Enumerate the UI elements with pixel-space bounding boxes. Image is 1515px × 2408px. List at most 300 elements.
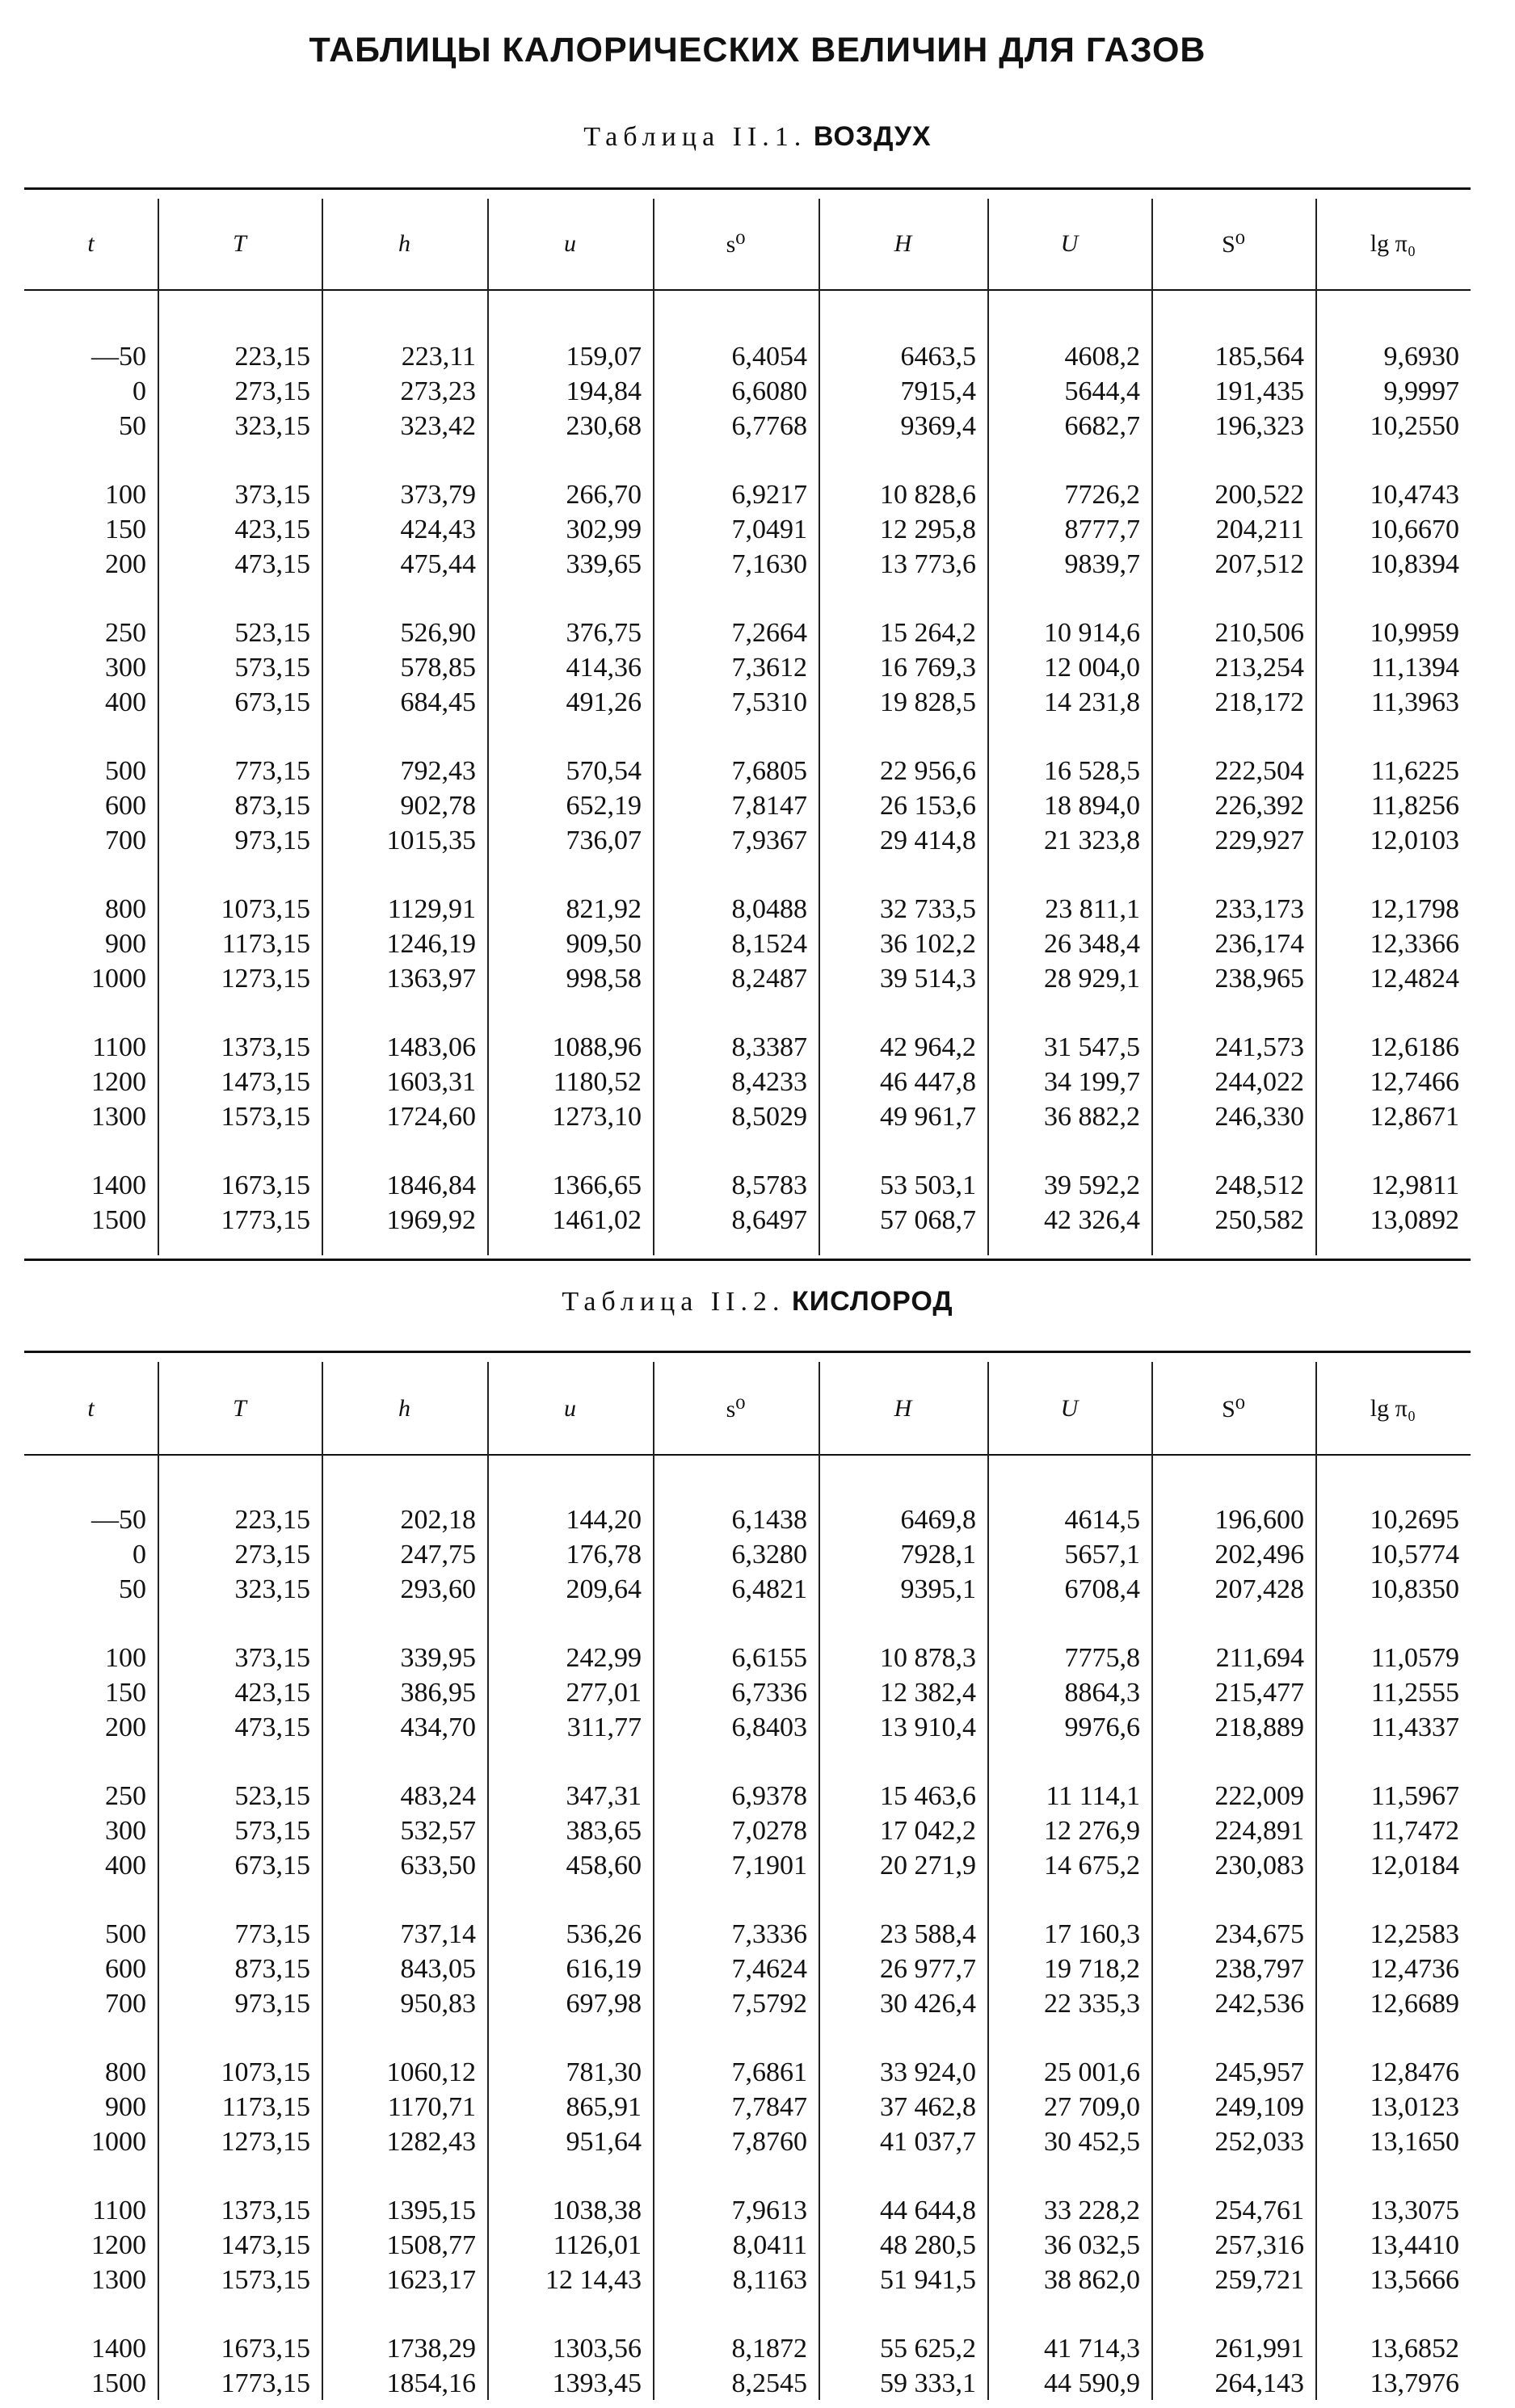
- table-cell: 8,2545: [731, 2368, 807, 2398]
- table-caption: [0, 121, 1515, 153]
- table-cell: 673,15: [234, 687, 310, 717]
- table-cell: 347,31: [566, 1781, 642, 1811]
- table-cell: 1738,29: [386, 2334, 476, 2364]
- table-cell: 21 323,8: [1044, 826, 1140, 855]
- table-cell: 1673,15: [221, 2334, 310, 2364]
- table-cell: 1200: [91, 1067, 146, 1097]
- table-cell: 273,15: [234, 1540, 310, 1570]
- table-cell: 41 037,7: [880, 2127, 976, 2157]
- table-cell: 230,083: [1214, 1851, 1304, 1881]
- table-cell: 11,5967: [1370, 1781, 1459, 1811]
- table-cell: 458,60: [566, 1851, 642, 1881]
- table-cell: 7,4624: [731, 1954, 807, 1984]
- table-cell: 373,79: [400, 480, 476, 510]
- table-cell: 0: [133, 1540, 146, 1570]
- table-cell: 100: [105, 480, 146, 510]
- table-cell: 1173,15: [221, 929, 310, 959]
- table-cell: 209,64: [566, 1574, 642, 1604]
- table-cell: 8,1524: [731, 929, 807, 959]
- table-cell: 13,5666: [1370, 2265, 1459, 2295]
- table-row: [0, 339, 1515, 374]
- table-cell: 150: [105, 1678, 146, 1708]
- table-row: [0, 2193, 1515, 2228]
- table-cell: 19 718,2: [1044, 1954, 1140, 1984]
- table-cell: 737,14: [400, 1919, 476, 1949]
- table-cell: 191,435: [1214, 376, 1304, 406]
- table-cell: 1773,15: [221, 2368, 310, 2398]
- column-header: u: [564, 230, 576, 257]
- table-cell: 1854,16: [386, 2368, 476, 2398]
- table-cell: 6,6080: [731, 376, 807, 406]
- table-cell: 500: [105, 756, 146, 786]
- table-cell: 900: [105, 2092, 146, 2122]
- table-cell: 236,174: [1214, 929, 1304, 959]
- table-cell: 6,1438: [731, 1505, 807, 1535]
- table-cell: —50: [91, 1505, 146, 1535]
- table-cell: 600: [105, 1954, 146, 1984]
- table-cell: 37 462,8: [880, 2092, 976, 2122]
- table-cell: 11,6225: [1370, 756, 1459, 786]
- table-row: [0, 1065, 1515, 1099]
- table-cell: 7,2664: [731, 618, 807, 648]
- table-cell: 10 914,6: [1044, 618, 1140, 648]
- table-cell: 9839,7: [1064, 549, 1140, 579]
- column-header: t: [87, 1395, 95, 1422]
- column-header: lg π₀: [1370, 230, 1416, 257]
- table-cell: 224,891: [1214, 1816, 1304, 1846]
- table-cell: 7775,8: [1064, 1643, 1140, 1673]
- table-cell: 1400: [91, 1170, 146, 1200]
- table-cell: 238,797: [1214, 1954, 1304, 1984]
- table-cell: 12,4824: [1370, 964, 1459, 994]
- table-cell: 302,99: [566, 515, 642, 544]
- table-cell: 213,254: [1214, 653, 1304, 683]
- table-row: [0, 2055, 1515, 2090]
- table-cell: 523,15: [234, 1781, 310, 1811]
- table-cell: 11,7472: [1370, 1816, 1459, 1846]
- table-cell: 532,57: [400, 1816, 476, 1846]
- table-cell: 26 348,4: [1044, 929, 1140, 959]
- table-cell: 277,01: [566, 1678, 642, 1708]
- table-cell: 1038,38: [552, 2196, 642, 2225]
- column-header: H: [894, 1395, 912, 1422]
- table-row: [0, 512, 1515, 547]
- table-top-rule: [24, 1351, 1471, 1353]
- table-cell: 200: [105, 1712, 146, 1742]
- table-cell: 57 068,7: [880, 1205, 976, 1235]
- table-cell: 423,15: [234, 515, 310, 544]
- table-row: [0, 892, 1515, 927]
- table-cell: 311,77: [566, 1712, 642, 1742]
- table-cell: 950,83: [400, 1989, 476, 2019]
- table-bottom-rule: [24, 1259, 1471, 1261]
- table-cell: 7,6861: [731, 2057, 807, 2087]
- table-cell: 1473,15: [221, 1067, 310, 1097]
- table-cell: 1363,97: [386, 964, 476, 994]
- table-cell: 12,1798: [1370, 894, 1459, 924]
- table-cell: 42 326,4: [1044, 1205, 1140, 1235]
- table-cell: 15 264,2: [880, 618, 976, 648]
- table-cell: 222,504: [1214, 756, 1304, 786]
- table-row: [0, 685, 1515, 720]
- table-cell: 12,0184: [1370, 1851, 1459, 1881]
- table-cell: 11 114,1: [1046, 1781, 1140, 1811]
- table-cell: 6463,5: [900, 342, 976, 372]
- table-cell: 7,8147: [731, 791, 807, 821]
- table-cell: 1273,15: [221, 964, 310, 994]
- table-row: [0, 1813, 1515, 1848]
- table-row: [0, 2263, 1515, 2297]
- table-cell: 36 882,2: [1044, 1102, 1140, 1132]
- table-cell: 42 964,2: [880, 1032, 976, 1062]
- table-cell: 33 228,2: [1044, 2196, 1140, 2225]
- table-cell: 383,65: [566, 1816, 642, 1846]
- table-cell: 11,8256: [1370, 791, 1459, 821]
- table-cell: 26 153,6: [880, 791, 976, 821]
- table-cell: 11,4337: [1370, 1712, 1459, 1742]
- page-title: ТАБЛИЦЫ КАЛОРИЧЕСКИХ ВЕЛИЧИН ДЛЯ ГАЗОВ: [309, 31, 1206, 69]
- table-caption: [0, 1286, 1515, 1317]
- table-cell: 526,90: [400, 618, 476, 648]
- table-cell: 248,512: [1214, 1170, 1304, 1200]
- table-cell: 7,9613: [731, 2196, 807, 2225]
- table-cell: 1400: [91, 2334, 146, 2364]
- table-cell: 1246,19: [386, 929, 476, 959]
- table-cell: 22 956,6: [880, 756, 976, 786]
- table-cell: 1273,10: [552, 1102, 642, 1132]
- table-cell: 12,8476: [1370, 2057, 1459, 2087]
- table-cell: 909,50: [566, 929, 642, 959]
- table-row: [0, 1502, 1515, 1537]
- table-cell: 400: [105, 687, 146, 717]
- table-cell: 259,721: [1214, 2265, 1304, 2295]
- table-cell: 223,15: [234, 342, 310, 372]
- table-cell: 7,6805: [731, 756, 807, 786]
- table-cell: 19 828,5: [880, 687, 976, 717]
- column-header: H: [894, 230, 912, 257]
- table-cell: 6708,4: [1064, 1574, 1140, 1604]
- table-cell: 12,6186: [1370, 1032, 1459, 1062]
- table-cell: 14 675,2: [1044, 1851, 1140, 1881]
- table-cell: 7,5792: [731, 1989, 807, 2019]
- table-cell: 226,392: [1214, 791, 1304, 821]
- table-caption-label: Таблица II.1.: [583, 122, 807, 152]
- table-cell: 196,323: [1214, 411, 1304, 441]
- table-caption-name: КИСЛОРОД: [791, 1286, 953, 1317]
- table-cell: 500: [105, 1919, 146, 1949]
- table-cell: 7,9367: [731, 826, 807, 855]
- table-cell: 1060,12: [386, 2057, 476, 2087]
- table-cell: 10,8350: [1370, 1574, 1459, 1604]
- table-cell: 176,78: [566, 1540, 642, 1570]
- table-cell: 241,573: [1214, 1032, 1304, 1062]
- table-cell: 8,4233: [731, 1067, 807, 1097]
- table-cell: —50: [91, 342, 146, 372]
- table-cell: 48 280,5: [880, 2230, 976, 2260]
- table-cell: 8,6497: [731, 1205, 807, 1235]
- table-cell: 6,9217: [731, 480, 807, 510]
- table-cell: 261,991: [1214, 2334, 1304, 2364]
- table-cell: 700: [105, 826, 146, 855]
- table-cell: 218,172: [1214, 687, 1304, 717]
- table-cell: 800: [105, 2057, 146, 2087]
- table-cell: 1969,92: [386, 1205, 476, 1235]
- table-caption-name: ВОЗДУХ: [813, 121, 932, 152]
- table-cell: 207,428: [1214, 1574, 1304, 1604]
- table-cell: 159,07: [566, 342, 642, 372]
- table-row: [0, 1779, 1515, 1813]
- table-cell: 27 709,0: [1044, 2092, 1140, 2122]
- table-cell: 100: [105, 1643, 146, 1673]
- table-cell: 202,18: [400, 1505, 476, 1535]
- table-cell: 1073,15: [221, 2057, 310, 2087]
- table-cell: 144,20: [566, 1505, 642, 1535]
- table-row: [0, 1537, 1515, 1572]
- table-cell: 250: [105, 1781, 146, 1811]
- table-cell: 34 199,7: [1044, 1067, 1140, 1097]
- column-header: U: [1060, 230, 1079, 257]
- table-cell: 1300: [91, 2265, 146, 2295]
- table-cell: 23 588,4: [880, 1919, 976, 1949]
- table-cell: 573,15: [234, 653, 310, 683]
- table-cell: 1623,17: [386, 2265, 476, 2295]
- table-cell: 11,3963: [1370, 687, 1459, 717]
- table-cell: 245,957: [1214, 2057, 1304, 2087]
- column-header: S⁰: [1222, 1395, 1245, 1423]
- table-cell: 22 335,3: [1044, 1989, 1140, 2019]
- table-cell: 53 503,1: [880, 1170, 976, 1200]
- table-cell: 11,0579: [1370, 1643, 1459, 1673]
- table-cell: 998,58: [566, 964, 642, 994]
- table-cell: 50: [119, 1574, 146, 1604]
- table-cell: 1373,15: [221, 2196, 310, 2225]
- table-cell: 14 231,8: [1044, 687, 1140, 717]
- table-cell: 12,7466: [1370, 1067, 1459, 1097]
- table-row: [0, 374, 1515, 409]
- table-cell: 570,54: [566, 756, 642, 786]
- table-row: [0, 1641, 1515, 1675]
- table-cell: 873,15: [234, 791, 310, 821]
- table-cell: 185,564: [1214, 342, 1304, 372]
- table-cell: 250: [105, 618, 146, 648]
- table-cell: 573,15: [234, 1816, 310, 1846]
- table-cell: 9395,1: [900, 1574, 976, 1604]
- table-cell: 1473,15: [221, 2230, 310, 2260]
- table-cell: 12 276,9: [1044, 1816, 1140, 1846]
- table-cell: 1300: [91, 1102, 146, 1132]
- table-cell: 483,24: [400, 1781, 476, 1811]
- table-cell: 951,64: [566, 2127, 642, 2157]
- column-header: T: [233, 1395, 246, 1422]
- table-cell: 257,316: [1214, 2230, 1304, 2260]
- table-cell: 1126,01: [553, 2230, 642, 2260]
- table-cell: 246,330: [1214, 1102, 1304, 1132]
- table-cell: 1508,77: [386, 2230, 476, 2260]
- table-cell: 247,75: [400, 1540, 476, 1570]
- table-cell: 13,7976: [1370, 2368, 1459, 2398]
- table-cell: 234,675: [1214, 1919, 1304, 1949]
- table-cell: 25 001,6: [1044, 2057, 1140, 2087]
- column-header: U: [1060, 1395, 1079, 1422]
- table-cell: 1173,15: [221, 2092, 310, 2122]
- table-cell: 5657,1: [1064, 1540, 1140, 1570]
- table-cell: 238,965: [1214, 964, 1304, 994]
- table-cell: 150: [105, 515, 146, 544]
- table-row: [0, 1917, 1515, 1952]
- table-cell: 200,522: [1214, 480, 1304, 510]
- table-cell: 475,44: [400, 549, 476, 579]
- table-cell: 12,0103: [1370, 826, 1459, 855]
- table-cell: 7928,1: [900, 1540, 976, 1570]
- table-cell: 229,927: [1214, 826, 1304, 855]
- table-cell: 211,694: [1215, 1643, 1304, 1673]
- column-header: h: [398, 1395, 410, 1422]
- table-cell: 11,2555: [1370, 1678, 1459, 1708]
- table-row: [0, 1203, 1515, 1238]
- table-cell: 6,4054: [731, 342, 807, 372]
- table-cell: 900: [105, 929, 146, 959]
- table-cell: 244,022: [1214, 1067, 1304, 1097]
- table-row: [0, 650, 1515, 685]
- table-cell: 414,36: [566, 653, 642, 683]
- table-cell: 1500: [91, 2368, 146, 2398]
- table-cell: 1000: [91, 2127, 146, 2157]
- table-cell: 1200: [91, 2230, 146, 2260]
- table-cell: 323,15: [234, 411, 310, 441]
- table-cell: 7,8760: [731, 2127, 807, 2157]
- table-cell: 578,85: [400, 653, 476, 683]
- table-cell: 223,15: [234, 1505, 310, 1535]
- table-cell: 8,5783: [731, 1170, 807, 1200]
- table-cell: 222,009: [1214, 1781, 1304, 1811]
- table-cell: 8,5029: [731, 1102, 807, 1132]
- table-cell: 9976,6: [1064, 1712, 1140, 1742]
- table-row: [0, 2366, 1515, 2401]
- table-cell: 12 004,0: [1044, 653, 1140, 683]
- table-cell: 7,0278: [731, 1816, 807, 1846]
- table-cell: 7726,2: [1064, 480, 1140, 510]
- table-cell: 1100: [92, 2196, 146, 2225]
- table-cell: 36 102,2: [880, 929, 976, 959]
- table-cell: 202,496: [1214, 1540, 1304, 1570]
- table-row: [0, 754, 1515, 788]
- table-top-rule: [24, 187, 1471, 190]
- table-cell: 491,26: [566, 687, 642, 717]
- table-cell: 376,75: [566, 618, 642, 648]
- table-cell: 12,4736: [1370, 1954, 1459, 1984]
- table-cell: 36 032,5: [1044, 2230, 1140, 2260]
- table-cell: 0: [133, 376, 146, 406]
- table-cell: 1180,52: [553, 1067, 642, 1097]
- table-cell: 17 042,2: [880, 1816, 976, 1846]
- table-cell: 7,5310: [731, 687, 807, 717]
- table-cell: 1573,15: [221, 2265, 310, 2295]
- table-cell: 473,15: [234, 1712, 310, 1742]
- table-cell: 600: [105, 791, 146, 821]
- table-cell: 821,92: [566, 894, 642, 924]
- table-cell: 781,30: [566, 2057, 642, 2087]
- table-cell: 10,6670: [1370, 515, 1459, 544]
- table-cell: 13,6852: [1370, 2334, 1459, 2364]
- table-cell: 13,0892: [1370, 1205, 1459, 1235]
- table-cell: 873,15: [234, 1954, 310, 1984]
- table-cell: 1366,65: [552, 1170, 642, 1200]
- table-cell: 10,2695: [1370, 1505, 1459, 1535]
- table-row: [0, 1710, 1515, 1745]
- table-cell: 12,2583: [1370, 1919, 1459, 1949]
- table-cell: 1303,56: [552, 2334, 642, 2364]
- column-header: lg π₀: [1370, 1395, 1416, 1422]
- table-cell: 6,7336: [731, 1678, 807, 1708]
- table-cell: 339,65: [566, 549, 642, 579]
- table-cell: 1273,15: [221, 2127, 310, 2157]
- table-cell: 30 426,4: [880, 1989, 976, 2019]
- table-cell: 1373,15: [221, 1032, 310, 1062]
- table-cell: 523,15: [234, 618, 310, 648]
- table-row: [0, 547, 1515, 582]
- table-row: [0, 788, 1515, 823]
- table-cell: 1393,45: [552, 2368, 642, 2398]
- table-cell: 8,2487: [731, 964, 807, 994]
- table-row: [0, 1986, 1515, 2021]
- table-cell: 30 452,5: [1044, 2127, 1140, 2157]
- table-row: [0, 2331, 1515, 2366]
- table-cell: 1846,84: [386, 1170, 476, 1200]
- table-cell: 323,42: [400, 411, 476, 441]
- table-cell: 273,23: [400, 376, 476, 406]
- table-cell: 200: [105, 549, 146, 579]
- table-cell: 1015,35: [386, 826, 476, 855]
- table-cell: 39 514,3: [880, 964, 976, 994]
- table-cell: 16 528,5: [1044, 756, 1140, 786]
- table-cell: 12 382,4: [880, 1678, 976, 1708]
- table-cell: 194,84: [566, 376, 642, 406]
- table-cell: 6,4821: [731, 1574, 807, 1604]
- table-cell: 400: [105, 1851, 146, 1881]
- table-cell: 773,15: [234, 1919, 310, 1949]
- table-cell: 300: [105, 653, 146, 683]
- table-cell: 59 333,1: [880, 2368, 976, 2398]
- table-row: [0, 2228, 1515, 2263]
- table-cell: 1724,60: [386, 1102, 476, 1132]
- table-cell: 41 714,3: [1044, 2334, 1140, 2364]
- table-cell: 10,8394: [1370, 549, 1459, 579]
- table-cell: 44 590,9: [1044, 2368, 1140, 2398]
- table-cell: 293,60: [400, 1574, 476, 1604]
- table-cell: 7,0491: [731, 515, 807, 544]
- table-caption-label: Таблица II.2.: [562, 1287, 785, 1317]
- table-cell: 7915,4: [900, 376, 976, 406]
- table-cell: 1483,06: [386, 1032, 476, 1062]
- table-cell: 13,1650: [1370, 2127, 1459, 2157]
- table-cell: 9,6930: [1383, 342, 1459, 372]
- table-cell: 207,512: [1214, 549, 1304, 579]
- table-cell: 7,1901: [731, 1851, 807, 1881]
- table-row: [0, 1848, 1515, 1883]
- table-cell: 652,19: [566, 791, 642, 821]
- table-cell: 633,50: [400, 1851, 476, 1881]
- table-cell: 697,98: [566, 1989, 642, 2019]
- table-cell: 252,033: [1214, 2127, 1304, 2157]
- table-cell: 673,15: [234, 1851, 310, 1881]
- table-cell: 7,3612: [731, 653, 807, 683]
- table-cell: 9,9997: [1383, 376, 1459, 406]
- table-cell: 13 910,4: [880, 1712, 976, 1742]
- table-row: [0, 1572, 1515, 1607]
- table-cell: 18 894,0: [1044, 791, 1140, 821]
- table-cell: 1500: [91, 1205, 146, 1235]
- table-header-rule: [24, 289, 1471, 291]
